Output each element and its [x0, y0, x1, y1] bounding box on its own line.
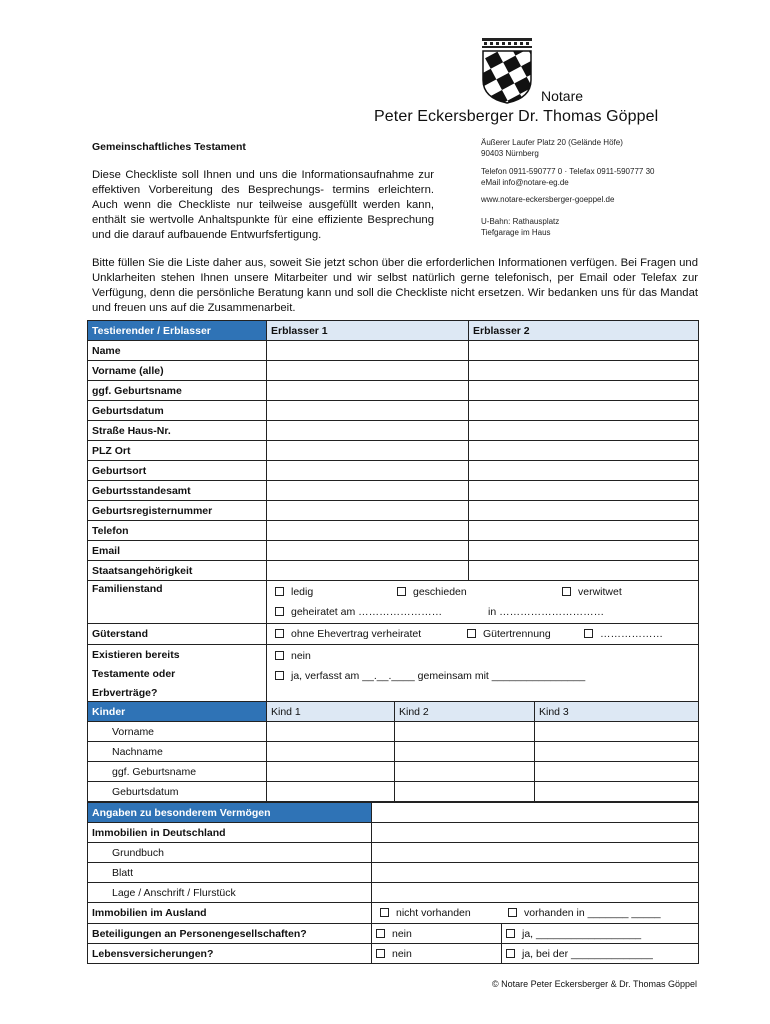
row-label-grundbuch: Grundbuch — [88, 843, 372, 863]
field-erblasser-1-geburtsname[interactable] — [267, 381, 469, 401]
address-line-2: 90403 Nürnberg — [481, 149, 539, 158]
row-label-kind-nachname: Nachname — [88, 742, 267, 762]
table-row — [88, 762, 699, 782]
field-kind-2-geburtsname[interactable] — [395, 762, 535, 782]
table-row — [88, 944, 699, 964]
label-geheiratet-in: in ………………………… — [488, 606, 605, 618]
field-erblasser-1-staatsangehoerigkeit[interactable] — [267, 561, 469, 581]
header-kinder: Kinder — [88, 702, 267, 722]
checkbox-ledig[interactable] — [275, 587, 284, 596]
field-erblasser-2-name[interactable] — [469, 341, 699, 361]
footer-copyright: © Notare Peter Eckersberger & Dr. Thomas Göppel — [491, 979, 697, 989]
checkbox-guetertrennung[interactable] — [467, 629, 476, 638]
table-row — [88, 461, 699, 481]
table-row — [88, 541, 699, 561]
label-nicht-vorhanden: nicht vorhanden — [396, 907, 471, 919]
label-lebensvers-nein: nein — [392, 947, 412, 960]
row-label-lebensversicherungen: Lebensversicherungen? — [88, 944, 372, 964]
row-label-telefon: Telefon — [88, 521, 267, 541]
gueterstand-options — [267, 624, 699, 645]
field-immobilien-de[interactable] — [372, 823, 699, 843]
table-row — [88, 823, 699, 843]
table-row — [88, 381, 699, 401]
row-label-name: Name — [88, 341, 267, 361]
row-label-geburtsdatum: Geburtsdatum — [88, 401, 267, 421]
kinder-table — [87, 701, 699, 802]
table-row — [88, 924, 699, 944]
table-row — [88, 441, 699, 461]
vermoegen-header-row — [88, 803, 699, 823]
intro-paragraph: Diese Checkliste soll Ihnen und uns die Informationsaufnahme zur effektiven Vorbereitung des Besprechungs- termins erleichtern. Auch wenn die Checkliste nur teilweise ausgefüllt werden kann, enthält sie wertvolle Anhaltspunkte für eine effiziente Besprechung und die darauf aufbauende Entwurfsfertigung. — [92, 169, 434, 241]
table-row — [88, 843, 699, 863]
label-beteiligungen-nein: nein — [392, 927, 412, 940]
row-label-kind-geburtsname: ggf. Geburtsname — [88, 762, 267, 782]
field-kind-1-geburtsdatum[interactable] — [267, 782, 395, 802]
checkbox-verwitwet[interactable] — [562, 587, 571, 596]
kinder-header-row — [88, 702, 699, 722]
field-erblasser-2-plz-ort[interactable] — [469, 441, 699, 461]
table-row — [88, 521, 699, 541]
field-erblasser-1-telefon[interactable] — [267, 521, 469, 541]
row-label-kind-vorname: Vorname — [88, 722, 267, 742]
header-notare: Notare — [541, 88, 584, 104]
row-label-staatsangehoerigkeit: Staatsangehörigkeit — [88, 561, 267, 581]
field-erblasser-2-geburtsdatum[interactable] — [469, 401, 699, 421]
row-label-lage: Lage / Anschrift / Flurstück — [88, 883, 372, 903]
contact-web[interactable]: www.notare-eckersberger-goeppel.de — [481, 195, 615, 204]
row-label-familienstand: Familienstand — [88, 581, 267, 624]
checkbox-testament-nein[interactable] — [275, 651, 284, 660]
header-names: Peter Eckersberger Dr. Thomas Göppel — [374, 108, 659, 125]
field-kind-2-nachname[interactable] — [395, 742, 535, 762]
row-label-testamente — [88, 645, 267, 705]
parking-line-1: U-Bahn: Rathausplatz — [481, 217, 560, 226]
field-kind-3-vorname[interactable] — [535, 722, 699, 742]
checkbox-lebensvers-nein[interactable] — [376, 949, 385, 958]
label-testamente-2: Testamente oder — [92, 668, 176, 680]
contact-email[interactable]: eMail info@notare-eg.de — [481, 178, 569, 187]
label-vorhanden-in: vorhanden in _______ _____ — [524, 907, 661, 919]
table-row — [88, 421, 699, 441]
table-row — [88, 742, 699, 762]
field-lage[interactable] — [372, 883, 699, 903]
gueterstand-row — [88, 624, 699, 645]
label-testamente-3: Erbverträge? — [92, 687, 158, 699]
field-erblasser-1-plz-ort[interactable] — [267, 441, 469, 461]
field-erblasser-2-geburtsort[interactable] — [469, 461, 699, 481]
label-testament-ja: ja, verfasst am __.__.____ gemeinsam mit ________________ — [291, 670, 586, 682]
label-geschieden: geschieden — [413, 586, 467, 598]
header-kind-3: Kind 3 — [535, 702, 699, 722]
testamente-row — [88, 645, 699, 705]
label-beteiligungen-ja: ja, __________________ — [522, 927, 642, 940]
table-row — [88, 863, 699, 883]
erblasser-table — [87, 320, 699, 705]
field-erblasser-1-registernummer[interactable] — [267, 501, 469, 521]
field-erblasser-2-staatsangehoerigkeit[interactable] — [469, 561, 699, 581]
document-title: Gemeinschaftliches Testament — [92, 141, 246, 153]
field-erblasser-1-vorname[interactable] — [267, 361, 469, 381]
checkbox-lebensvers-ja[interactable] — [506, 949, 515, 958]
field-kind-2-geburtsdatum[interactable] — [395, 782, 535, 802]
field-erblasser-2-standesamt[interactable] — [469, 481, 699, 501]
label-ohne-ehevertrag: ohne Ehevertrag verheiratet — [291, 628, 422, 640]
parking-line-2: Tiefgarage im Haus — [481, 228, 551, 237]
field-erblasser-2-registernummer[interactable] — [469, 501, 699, 521]
checkbox-vorhanden-in[interactable] — [508, 908, 517, 917]
beteiligungen-ja-cell — [502, 924, 699, 944]
row-label-email: Email — [88, 541, 267, 561]
row-label-geburtsname: ggf. Geburtsname — [88, 381, 267, 401]
label-lebensvers-ja: ja, bei der ______________ — [522, 947, 653, 960]
checkbox-beteiligungen-ja[interactable] — [506, 929, 515, 938]
intro-paragraph-2: Bitte füllen Sie die Liste daher aus, soweit Sie jetzt schon über die erforderlichen Informationen verfügen. Bei Fragen und Unklarheiten stehen Ihnen unsere Mitarbeiter und wir selbst natürlich gerne telefonisch, per Email oder Telefax zur Verfügung, denn die persönliche Beratung kann und soll die Checkliste nicht ersetzen. Wir bedanken uns für das Mandat und freuen uns auf die Zusammenarbeit. — [92, 257, 698, 314]
label-testamente-1: Existieren bereits — [92, 649, 180, 661]
field-kind-1-nachname[interactable] — [267, 742, 395, 762]
row-label-vorname: Vorname (alle) — [88, 361, 267, 381]
lebensvers-ja-cell — [502, 944, 699, 964]
row-label-immobilien-de: Immobilien in Deutschland — [88, 823, 372, 843]
label-ledig: ledig — [291, 586, 314, 598]
field-erblasser-2-geburtsname[interactable] — [469, 381, 699, 401]
table-row — [88, 903, 699, 924]
row-label-gueterstand: Güterstand — [88, 624, 267, 645]
row-label-plz-ort: PLZ Ort — [88, 441, 267, 461]
field-erblasser-1-standesamt[interactable] — [267, 481, 469, 501]
row-label-geburtsstandesamt: Geburtsstandesamt — [88, 481, 267, 501]
checkbox-nicht-vorhanden[interactable] — [380, 908, 389, 917]
row-label-strasse: Straße Haus-Nr. — [88, 421, 267, 441]
header-testierender: Testierender / Erblasser — [88, 321, 267, 341]
table-row — [88, 782, 699, 802]
checkbox-geheiratet[interactable] — [275, 607, 284, 616]
row-label-beteiligungen: Beteiligungen an Personengesellschaften? — [88, 924, 372, 944]
header-erblasser-1: Erblasser 1 — [267, 321, 469, 341]
table-row — [88, 501, 699, 521]
field-erblasser-1-geburtsort[interactable] — [267, 461, 469, 481]
vermoegen-table — [87, 802, 699, 964]
table-row — [88, 722, 699, 742]
label-verwitwet: verwitwet — [578, 586, 622, 598]
beteiligungen-nein-cell — [372, 924, 502, 944]
label-testament-nein: nein — [291, 650, 311, 662]
immobilien-ausland-options — [372, 903, 699, 924]
table-row — [88, 401, 699, 421]
checkbox-geschieden[interactable] — [397, 587, 406, 596]
row-label-geburtsregisternummer: Geburtsregisternummer — [88, 501, 267, 521]
field-kind-3-geburtsdatum[interactable] — [535, 782, 699, 802]
label-guetertrennung: Gütertrennung — [483, 628, 551, 640]
checkbox-beteiligungen-nein[interactable] — [376, 929, 385, 938]
table-row — [88, 883, 699, 903]
row-label-immobilien-ausland: Immobilien im Ausland — [88, 903, 372, 924]
field-erblasser-1-strasse[interactable] — [267, 421, 469, 441]
field-grundbuch[interactable] — [372, 843, 699, 863]
table-row — [88, 361, 699, 381]
coat-of-arms-logo — [478, 36, 536, 104]
field-kind-3-nachname[interactable] — [535, 742, 699, 762]
field-erblasser-2-email[interactable] — [469, 541, 699, 561]
field-blatt[interactable] — [372, 863, 699, 883]
label-geheiratet: geheiratet am …………………… — [291, 606, 443, 618]
field-erblasser-1-email[interactable] — [267, 541, 469, 561]
field-kind-2-vorname[interactable] — [395, 722, 535, 742]
header-erblasser-2: Erblasser 2 — [469, 321, 699, 341]
field-erblasser-1-name[interactable] — [267, 341, 469, 361]
table-row — [88, 481, 699, 501]
header-kind-1: Kind 1 — [267, 702, 395, 722]
field-erblasser-2-vorname[interactable] — [469, 361, 699, 381]
row-label-geburtsort: Geburtsort — [88, 461, 267, 481]
field-erblasser-2-strasse[interactable] — [469, 421, 699, 441]
table-row — [88, 341, 699, 361]
checkbox-gueterstand-other[interactable] — [584, 629, 593, 638]
field-kind-3-geburtsname[interactable] — [535, 762, 699, 782]
address-line-1: Äußerer Laufer Platz 20 (Gelände Höfe) — [481, 138, 623, 147]
contact-phone: Telefon 0911-590777 0 · Telefax 0911-590777 30 — [481, 167, 655, 176]
vermoegen-header-blank — [372, 803, 699, 823]
lebensvers-nein-cell — [372, 944, 502, 964]
checkbox-ohne-ehevertrag[interactable] — [275, 629, 284, 638]
field-erblasser-2-telefon[interactable] — [469, 521, 699, 541]
testamente-options — [267, 645, 699, 705]
familienstand-row — [88, 581, 699, 624]
field-erblasser-1-geburtsdatum[interactable] — [267, 401, 469, 421]
row-label-kind-geburtsdatum: Geburtsdatum — [88, 782, 267, 802]
header-vermoegen: Angaben zu besonderem Vermögen — [88, 803, 372, 823]
checkbox-testament-ja[interactable] — [275, 671, 284, 680]
row-label-blatt: Blatt — [88, 863, 372, 883]
familienstand-options — [267, 581, 699, 624]
field-kind-1-vorname[interactable] — [267, 722, 395, 742]
field-kind-1-geburtsname[interactable] — [267, 762, 395, 782]
label-gueterstand-other: ……………… — [600, 628, 663, 640]
header-kind-2: Kind 2 — [395, 702, 535, 722]
erblasser-header-row — [88, 321, 699, 341]
table-row — [88, 561, 699, 581]
